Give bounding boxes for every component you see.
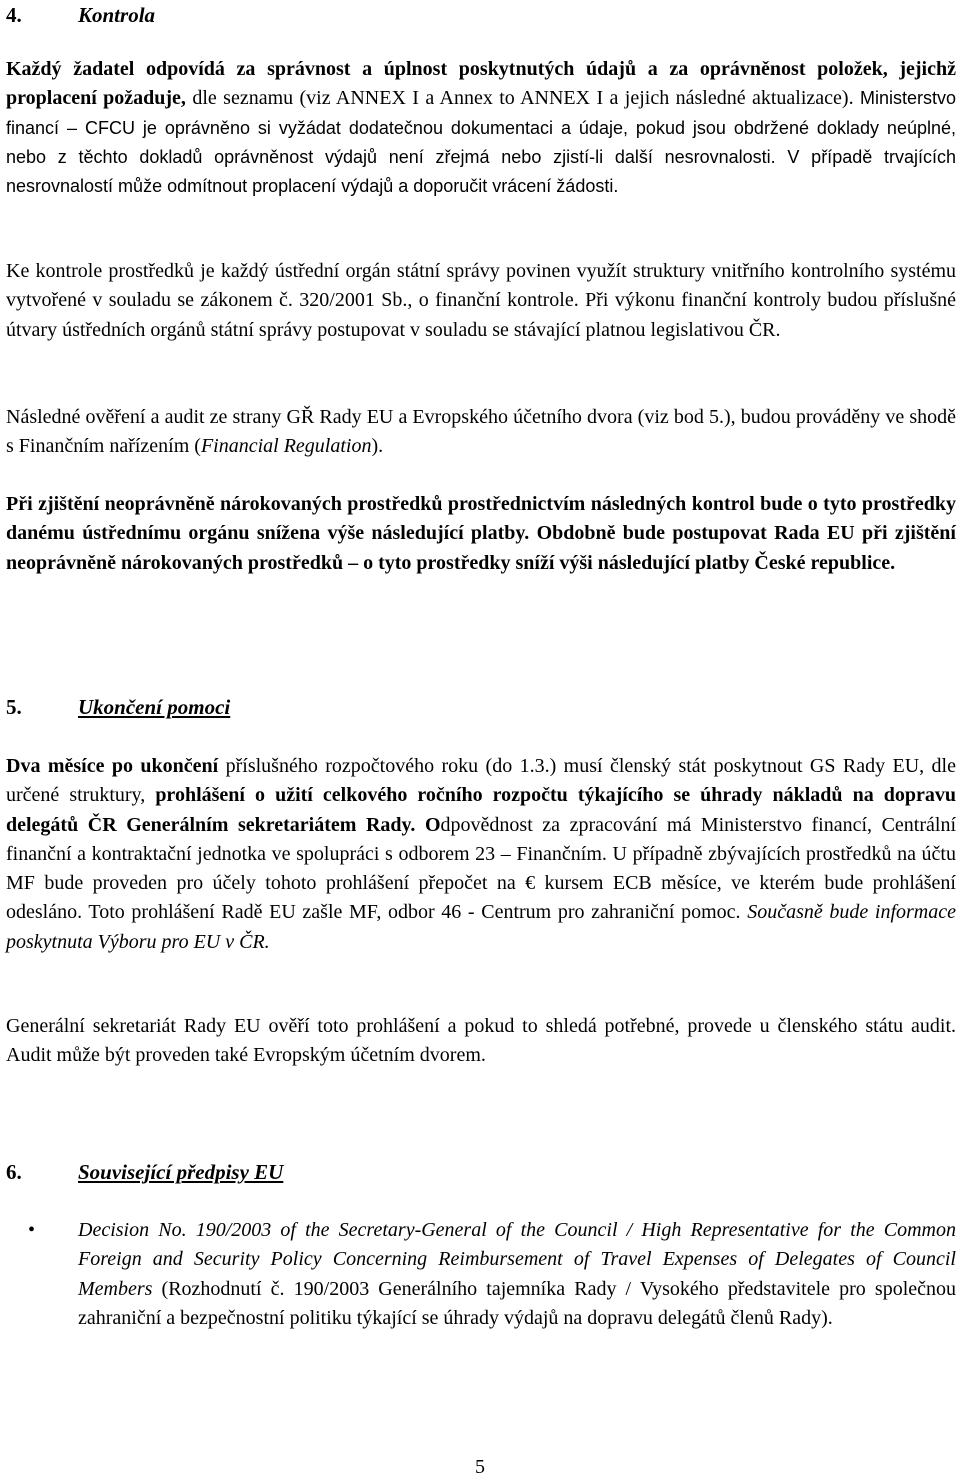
regulation-italic-title: Decision No. 190/2003 of the Secretary-General of the Council / High Representative for the Common Foreign and Security Policy Concerning Reimbursement of Travel Expenses of Delegates of Council Members: [78, 1219, 956, 1300]
section-6-title: Související předpisy EU: [78, 1160, 284, 1184]
section-4-p3-italic: Financial Regulation: [200, 435, 372, 458]
section-5-paragraph-2: Generální sekretariát Rady EU ověří toto prohlášení a pokud to shledá potřebné, provede u členského státu audit. Audit může být proveden také Evropským účetním dvorem.: [6, 1015, 956, 1067]
section-4-title: Kontrola: [78, 3, 156, 27]
section-6-number: 6.: [6, 1160, 22, 1184]
section-4-p3-text-a: Následné ověření a audit ze strany GŘ Rady EU a Evropského účetního dvora (viz bod 5.), budou prováděny ve shodě s Finančním nařízením (: [6, 406, 956, 458]
section-4-paragraph-2: Ke kontrole prostředků je každý ústřední orgán státní správy povinen využít struktury vnitřního kontrolního systému vytvořené v souladu se zákonem č. 320/2001 Sb., o finanční kontrole. Při výkonu finanční kontroly budou příslušné útvary ústředních orgánů státní správy postupovat v souladu se stávající platnou legislativou ČR.: [6, 260, 956, 341]
regulation-list-item: [6, 1216, 956, 1333]
section-5-p1-bold-1: Dva měsíce po ukončení: [6, 755, 219, 777]
section-5-title: Ukončení pomoci: [78, 695, 231, 719]
page-number: 5: [475, 1456, 485, 1478]
section-5-p1-text-2: dpovědnost za zpracování má Ministerstvo financí, Centrální finanční a kontraktační jednotka ve spolupráci s odborem 23 – Finančním. U případně zbývajících prostředků na účtu MF bude proveden pro účely tohoto prohlášení přepočet na € kursem ECB měsíce, ve kterém bude prohlášení odesláno. Toto prohlášení Radě EU zašle MF, odbor 46 - Centrum pro zahraniční pomoc.: [6, 813, 956, 924]
regulation-text: [78, 1216, 956, 1333]
section-5-heading: [6, 695, 956, 719]
section-4-p3-text-b: ).: [371, 435, 384, 458]
section-4-p1-bold: Každý žadatel odpovídá za správnost a úplnost poskytnutých údajů a za oprávněnost položek, jejichž proplacení požaduje,: [6, 58, 956, 110]
regulation-translation: (Rozhodnutí č. 190/2003 Generálního tajemníka Rady / Vysokého představitele pro společnou zahraniční a bezpečnostní politiku týkající se úhrady výdajů na dopravu delegátů členů Rady).: [78, 1277, 956, 1329]
section-5-p1-text-1: příslušného rozpočtového roku (do 1.3.) musí členský stát poskytnout GS Rady EU, dle určené struktury,: [6, 755, 956, 807]
section-4-number: 4.: [6, 3, 22, 27]
section-5-p1-italic: Současně bude informace poskytnuta Výboru pro EU v ČR.: [6, 901, 956, 953]
bullet-icon: •: [28, 1219, 36, 1241]
section-4-p1-sans-2: V případě trvajících nesrovnalostí může odmítnout proplacení výdajů a doporučit vrácení žádosti.: [6, 146, 957, 197]
document-page: [6, 0, 956, 1480]
section-4-paragraph-3: [6, 403, 956, 462]
section-5-number: 5.: [6, 695, 22, 719]
section-5-paragraph-1: [6, 752, 956, 957]
section-4-paragraph-1: [6, 55, 956, 201]
section-4-p1-text: dle seznamu (viz ANNEX I a Annex to ANNEX I a jejich následné aktualizace).: [185, 87, 854, 110]
section-6-heading: [6, 1160, 956, 1184]
section-5-p1-bold-2: prohlášení o užití celkového ročního rozpočtu týkajícího se úhrady nákladů na dopravu delegátů ČR Generálním sekretariátem Rady. O: [6, 784, 956, 836]
section-4-p1-sans-1: Ministerstvo financí – CFCU je oprávněno si vyžádat dodatečnou dokumentaci a údaje, pokud jsou obdržené doklady neúplné, nebo z těchto dokladů oprávněnost výdajů není zřejmá nebo zjistí-li další nesrovnalosti.: [6, 88, 956, 167]
section-4-paragraph-4: Při zjištění neoprávněně nárokovaných prostředků prostřednictvím následných kontrol bude o tyto prostředky danému ústřednímu orgánu snížena výše následující platby. Obdobně bude postupovat Rada EU při zjištění neoprávněně nárokovaných prostředků – o tyto prostředky sníží výši následující platby České republice.: [6, 493, 956, 574]
section-4-heading: [6, 3, 956, 27]
